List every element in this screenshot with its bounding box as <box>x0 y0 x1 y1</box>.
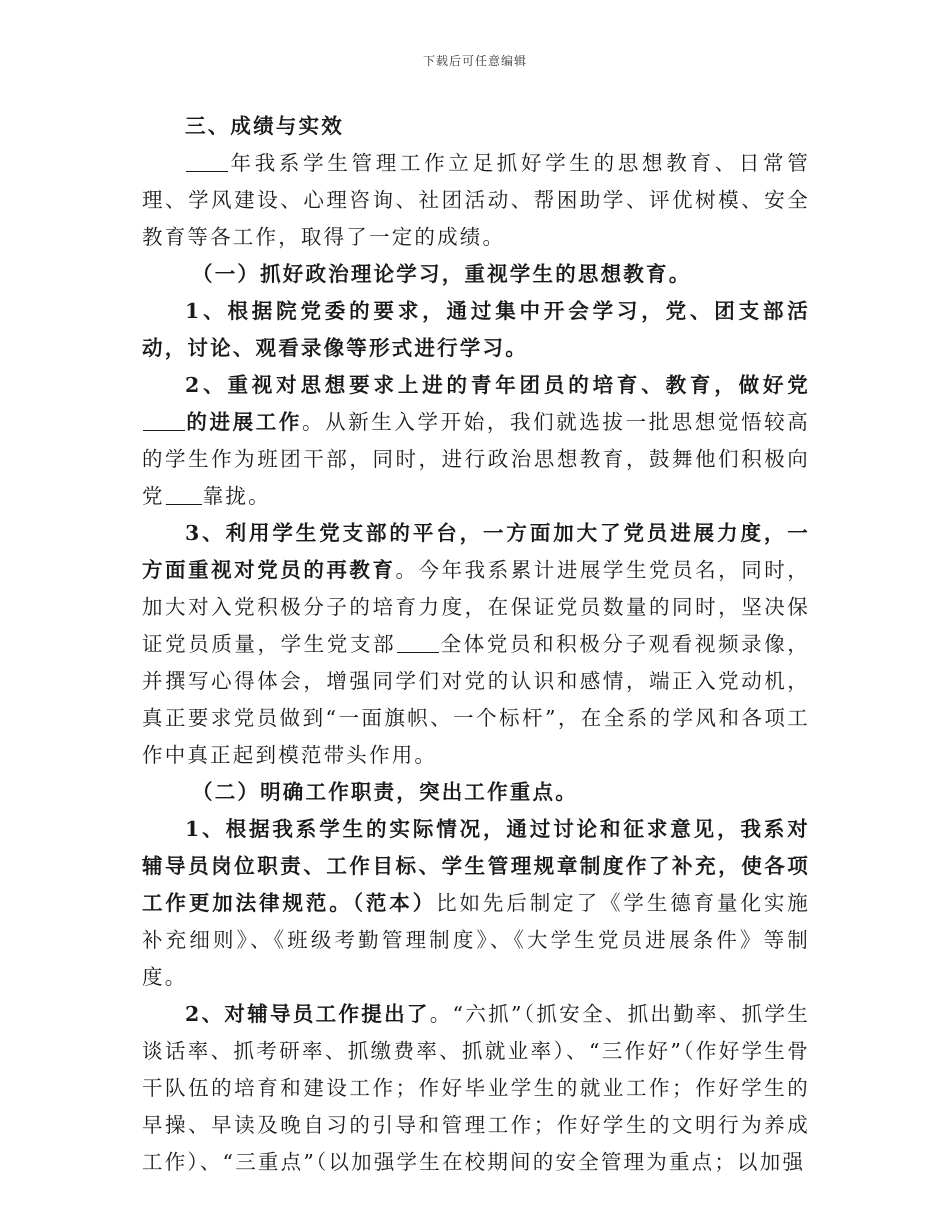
document-body <box>142 108 810 1181</box>
paragraph-1-3-bold: 3、利用学生党支部的平台，一方面加大了党员进展力度，一方面重视对党员的再教育 <box>142 521 810 582</box>
fill-blank <box>397 632 439 654</box>
paragraph-2-1-text: 比如先后制定了《学生德育量化实施补充细则》、《班级考勤管理制度》、《大学生党员进展条件》等制度。 <box>142 891 810 989</box>
paragraph-2-1 <box>142 811 810 996</box>
paragraph-2-2 <box>142 996 810 1181</box>
paragraph-1-2-bold-b: 的进展工作 <box>186 410 302 434</box>
paragraph-2-2-text: 。“六抓”（抓安全、抓出勤率、抓学生谈话率、抓考研率、抓缴费率、抓就业率）、“三作好”（作好学生骨干队伍的培育和建设工作；作好毕业学生的就业工作；作好学生的早操、早读及晚自习的引导和管理工作；作好学生的文明行为养成工作）、“三重点”（以加强学生在校期间的安全管理为重点；以加强 <box>142 1002 810 1174</box>
paragraph-1-2 <box>142 367 810 515</box>
paragraph-1-1-text: 1、根据院党委的要求，通过集中开会学习，党、团支部活动，讨论、观看录像等形式进行学习。 <box>142 299 810 360</box>
paragraph-2-1-bold: 1、根据我系学生的实际情况，通过讨论和征求意见，我系对辅导员岗位职责、工作目标、学生管理规章制度作了补充，使各项工作更加法律规范。（范本） <box>142 817 810 915</box>
subsection-heading-2 <box>142 774 810 811</box>
paragraph-1-3 <box>142 515 810 774</box>
page-header: 下载后可任意编辑 <box>422 54 527 68</box>
paragraph-1-2-bold-a: 2、重视对思想要求上进的青年团员的培育、教育，做好党 <box>185 373 810 397</box>
intro-text: 年我系学生管理工作立足抓好学生的思想教育、日常管理、学风建设、心理咨询、社团活动、帮困助学、评优树模、安全教育等各工作，取得了一定的成绩。 <box>142 151 810 249</box>
intro-paragraph <box>142 145 810 256</box>
subsection-heading-2-text: （二）明确工作职责，突出工作重点。 <box>192 780 578 804</box>
fill-blank <box>166 484 202 506</box>
paragraph-1-1 <box>142 293 810 367</box>
paragraph-1-3-text-b: 全体党员和积极分子观看视频录像，并撰写心得体会，增强同学们对党的认识和感情，端正入党动机，真正要求党员做到“一面旗帜、一个标杆”，在全系的学风和各项工作中真正起到模范带头作用。 <box>142 632 811 767</box>
paragraph-2-2-bold: 2、对辅导员工作提出了 <box>185 1002 430 1026</box>
fill-blank <box>143 410 185 432</box>
paragraph-1-3-text-a: 。今年我系累计进展学生党员名，同时，加大对入党积极分子的培育力度，在保证党员数量的同时，坚决保证党员质量，学生党支部 <box>142 558 810 656</box>
subsection-heading-1 <box>142 256 810 293</box>
section-heading <box>142 108 810 145</box>
section-heading-text: 三、成绩与实效 <box>185 114 344 138</box>
subsection-heading-1-text: （一）抓好政治理论学习，重视学生的思想教育。 <box>192 262 692 286</box>
paragraph-1-2-text-b: 靠拢。 <box>202 484 271 508</box>
fill-blank <box>186 151 228 173</box>
paragraph-1-2-text-a: 。从新生入学开始，我们就选拔一批思想觉悟较高的学生作为班团干部，同时，进行政治思想教育，鼓舞他们积极向党 <box>142 410 810 508</box>
